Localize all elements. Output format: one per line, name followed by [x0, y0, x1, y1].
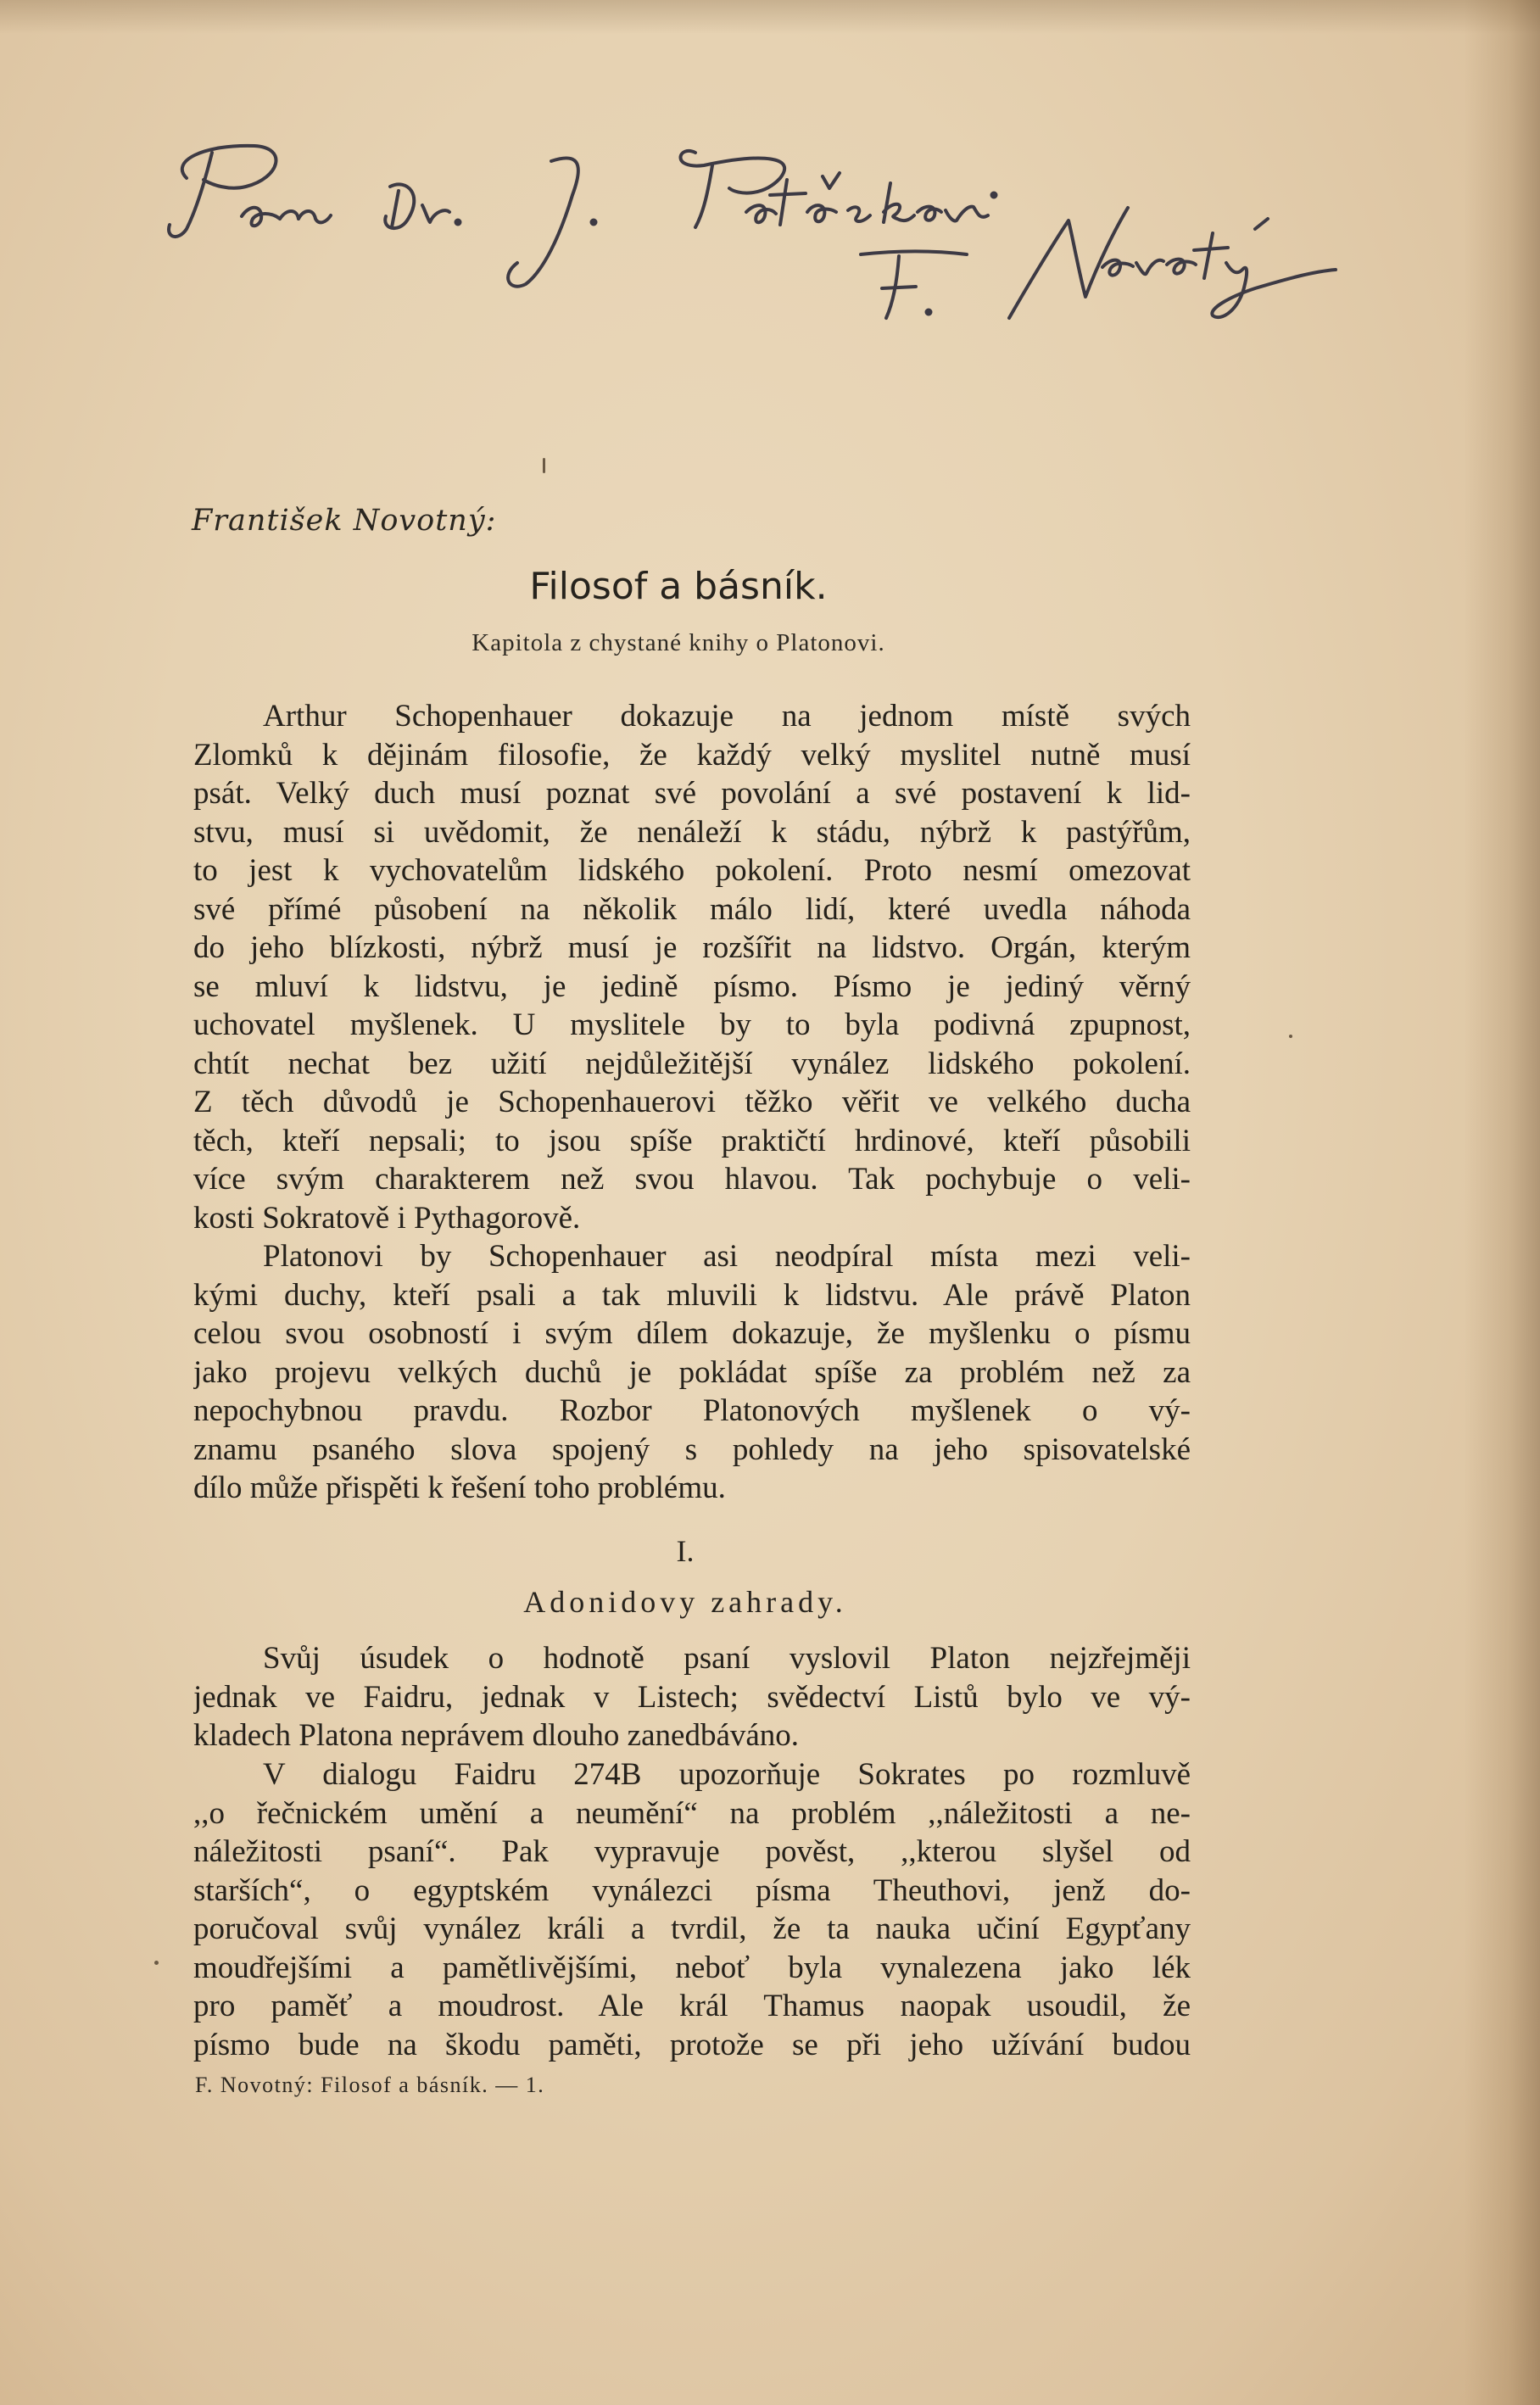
text-line: Platonovi by Schopenhauer asi neodpíral místa mezi veli- [263, 1239, 1191, 1274]
paper-speck [1289, 1035, 1292, 1038]
paragraph-1 [193, 697, 1191, 1237]
paper-speck [154, 1961, 159, 1965]
text-line: Z těch důvodů je Schopenhauerovi těžko věřit ve velkého ducha [193, 1085, 1191, 1119]
author-name: František Novotný: [192, 504, 497, 538]
page-edge-shadow [1464, 0, 1540, 2405]
text-line: uchovatel myšlenek. U myslitele by to byla podivná zpupnost, [193, 1007, 1191, 1042]
text-line: kými duchy, kteří psali a tak mluvili k lidstvu. Ale právě Platon [193, 1277, 1191, 1313]
paper-speck [543, 458, 545, 473]
text-line: nepochybnou pravdu. Rozbor Platonových myšlenek o vý- [193, 1393, 1191, 1428]
text-line: starších“, o egyptském vynálezci písma Theuthovi, jenž do- [193, 1872, 1191, 1908]
text-line: celou svou osobností i svým dílem dokazuje, že myšlenku o písmu [193, 1316, 1191, 1351]
section-title: Adonidovy zahrady. [523, 1585, 847, 1619]
page-footer: F. Novotný: Filosof a básník. — 1. [195, 2073, 545, 2097]
text-line: více svým charakterem než svou hlavou. Tak pochybuje o veli- [193, 1162, 1191, 1197]
text-line: poručoval svůj vynález králi a tvrdil, že ta nauka učiní Egypťany [193, 1911, 1191, 1946]
text-line: těch, kteří nepsali; to jsou spíše praktičtí hrdinové, kteří působili [193, 1123, 1191, 1158]
text-line: pro paměť a moudrost. Ale král Thamus naopak usoudil, že [193, 1989, 1191, 2023]
text-line: Svůj úsudek o hodnotě psaní vyslovil Platon nejzřejměji [263, 1641, 1191, 1676]
text-line: to jest k vychovatelům lidského pokolení. Proto nesmí omezovat [193, 853, 1191, 888]
text-line: kladech Platona neprávem dlouho zanedbáváno. [193, 1718, 800, 1753]
text-line: jako projevu velkých duchů je pokládat spíše za problém než za [193, 1354, 1191, 1390]
paragraph-3 [193, 1639, 1191, 1755]
text-line: náležitosti psaní“. Pak vypravuje pověst, ,,kterou slyšel od [193, 1834, 1191, 1869]
text-line: jednak ve Faidru, jednak v Listech; svědectví Listů bylo ve vý- [193, 1679, 1191, 1715]
page-top-shadow [0, 0, 1540, 34]
text-line: psát. Velký duch musí poznat své povolání a své postavení k lid- [193, 776, 1191, 811]
article-subtitle: Kapitola z chystané knihy o Platonovi. [471, 629, 885, 656]
text-line: kosti Sokratově i Pythagorově. [193, 1200, 581, 1236]
paragraph-4 [193, 1755, 1191, 2064]
handwritten-dedication [153, 127, 1340, 348]
paragraph-2 [193, 1237, 1191, 1508]
text-line: dílo může přispěti k řešení toho problému. [193, 1470, 726, 1505]
text-line: ,,o řečnickém umění a neumění“ na problém ,,náležitosti a ne- [193, 1795, 1191, 1831]
text-line: V dialogu Faidru 274B upozorňuje Sokrates po rozmluvě [263, 1757, 1191, 1792]
text-line: chtít nechat bez užití nejdůležitější vynález lidského pokolení. [193, 1046, 1191, 1081]
text-line: písmo bude na škodu paměti, protože se při jeho užívání budou [193, 2027, 1191, 2062]
article-title: Filosof a básník. [529, 565, 828, 608]
text-line: Zlomků k dějinám filosofie, že každý velký myslitel nutně musí [193, 737, 1191, 773]
text-line: do jeho blízkosti, nýbrž musí je rozšířit na lidstvo. Orgán, kterým [193, 930, 1191, 965]
text-line: stvu, musí si uvědomit, že nenáleží k stádu, nýbrž k pastýřům, [193, 814, 1191, 850]
text-line: moudřejšími a pamětlivějšími, neboť byla vynalezena jako lék [193, 1950, 1191, 1985]
section-number: I. [676, 1534, 695, 1568]
text-line: Arthur Schopenhauer dokazuje na jednom místě svých [263, 699, 1191, 734]
text-line: své přímé působení na několik málo lidí, které uvedla náhoda [193, 891, 1191, 927]
text-line: se mluví k lidstvu, je jedině písmo. Písmo je jediný věrný [193, 968, 1191, 1004]
text-line: znamu psaného slova spojený s pohledy na jeho spisovatelské [193, 1431, 1191, 1467]
